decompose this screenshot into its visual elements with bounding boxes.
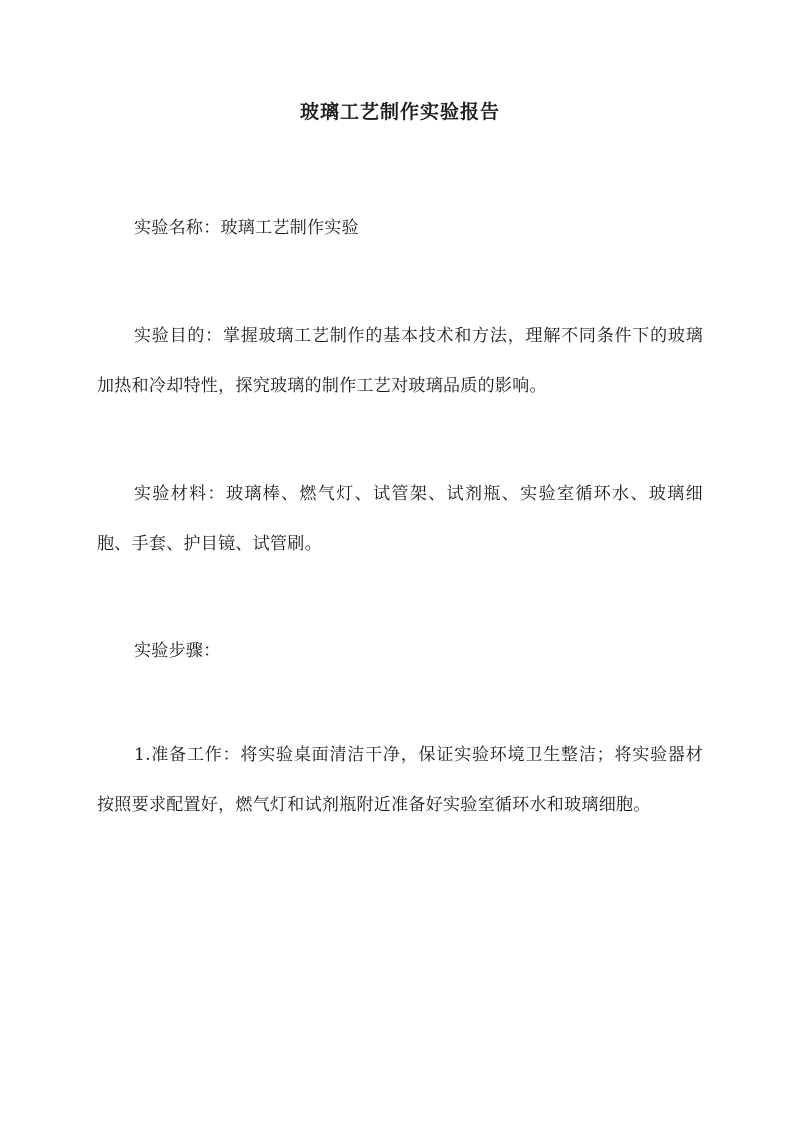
experiment-step-1-paragraph: 1.准备工作：将实验桌面清洁干净，保证实验环境卫生整洁；将实验器材按照要求配置好，燃气灯和试剂瓶附近准备好实验室循环水和玻璃细胞。: [97, 745, 703, 815]
document-title: 玻璃工艺制作实验报告: [299, 101, 500, 123]
experiment-purpose-paragraph: 实验目的：掌握玻璃工艺制作的基本技术和方法，理解不同条件下的玻璃加热和冷却特性，探究玻璃的制作工艺对玻璃品质的影响。: [97, 326, 703, 396]
experiment-materials-paragraph: 实验材料：玻璃棒、燃气灯、试管架、试剂瓶、实验室循环水、玻璃细胞、手套、护目镜、试管刷。: [97, 484, 703, 554]
experiment-name-paragraph: 实验名称：玻璃工艺制作实验: [134, 218, 359, 238]
experiment-steps-heading: 实验步骤：: [134, 641, 221, 661]
